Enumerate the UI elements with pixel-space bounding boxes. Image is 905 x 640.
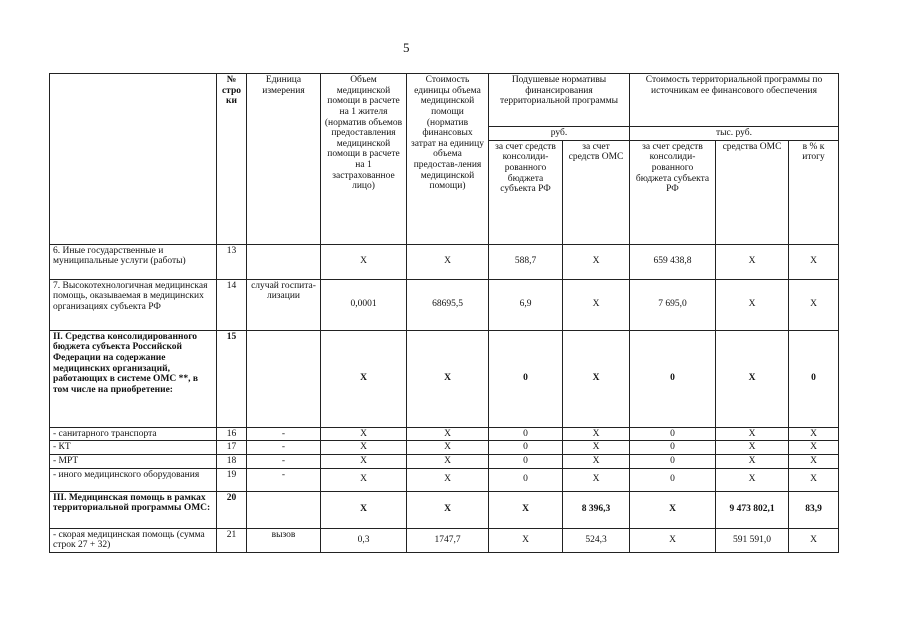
row-label: II. Средства консолидированного бюджета субъекта Российской Федерации на содержание медицинских организаций, работающих в системе ОМС **, в том числе на приобретение: (50, 330, 217, 427)
row-number: 21 (217, 528, 247, 552)
row-volume: Х (321, 454, 407, 468)
row-cost: Х (407, 330, 489, 427)
page-number: 5 (403, 40, 410, 55)
row-label: - КТ (50, 441, 217, 455)
row-cost: Х (407, 427, 489, 441)
row-volume: Х (321, 441, 407, 455)
row-cost: Х (407, 441, 489, 455)
header-rownum: № стро ки (217, 74, 247, 245)
row-percap-budget: 0 (489, 454, 563, 468)
row-label: - санитарного транспорта (50, 427, 217, 441)
table-row (50, 330, 839, 427)
row-total-oms: 9 473 802,1 (716, 491, 789, 528)
header-sub-oms: за счет средств ОМС (563, 140, 630, 244)
header-cost: Стоимость единицы объема медицинской помощи (норматив финансовых затрат на единицу объема предостав-ления медицинской помощи) (407, 74, 489, 245)
row-total-percent: Х (789, 441, 839, 455)
header-label-cell (50, 74, 217, 245)
row-percap-budget: 6,9 (489, 279, 563, 330)
row-percap-budget: 0 (489, 468, 563, 491)
header-unit: Единица измерения (247, 74, 321, 245)
row-percap-oms: Х (563, 244, 630, 279)
header-percap-group: Подушевые нормативы финансирования территориальной программы (489, 74, 630, 127)
row-label: - скорая медицинская помощь (сумма строк 27 + 32) (50, 528, 217, 552)
row-percap-budget: 588,7 (489, 244, 563, 279)
row-unit: случай госпита-лизации (247, 279, 321, 330)
header-sub-budget-total: за счет средств консолиди-рованного бюджета субъекта РФ (630, 140, 716, 244)
row-percap-budget: 0 (489, 427, 563, 441)
row-total-percent: Х (789, 528, 839, 552)
row-number: 16 (217, 427, 247, 441)
row-percap-oms: Х (563, 454, 630, 468)
row-percap-oms: 524,3 (563, 528, 630, 552)
row-total-budget: 7 695,0 (630, 279, 716, 330)
table-row (50, 244, 839, 279)
row-percap-oms: Х (563, 330, 630, 427)
row-volume: Х (321, 330, 407, 427)
row-cost: 68695,5 (407, 279, 489, 330)
row-volume: Х (321, 244, 407, 279)
header-sub-percent: в % к итогу (789, 140, 839, 244)
row-label: - МРТ (50, 454, 217, 468)
row-total-percent: Х (789, 468, 839, 491)
row-unit (247, 491, 321, 528)
row-total-budget: Х (630, 491, 716, 528)
row-total-percent: Х (789, 427, 839, 441)
row-volume: Х (321, 468, 407, 491)
row-volume: Х (321, 491, 407, 528)
row-cost: Х (407, 468, 489, 491)
row-total-budget: 0 (630, 454, 716, 468)
row-percap-oms: Х (563, 441, 630, 455)
table-row (50, 528, 839, 552)
row-label: 6. Иные государственные и муниципальные услуги (работы) (50, 244, 217, 279)
table-row (50, 468, 839, 491)
header-unit-rub: руб. (489, 127, 630, 141)
row-unit: - (247, 468, 321, 491)
row-unit: - (247, 427, 321, 441)
row-percap-budget: 0 (489, 441, 563, 455)
row-percap-budget: Х (489, 528, 563, 552)
row-number: 20 (217, 491, 247, 528)
row-number: 17 (217, 441, 247, 455)
row-cost: 1747,7 (407, 528, 489, 552)
table-row (50, 441, 839, 455)
row-label: III. Медицинская помощь в рамках территориальной программы ОМС: (50, 491, 217, 528)
row-total-oms: Х (716, 441, 789, 455)
row-volume: 0,3 (321, 528, 407, 552)
row-volume: 0,0001 (321, 279, 407, 330)
row-total-oms: Х (716, 330, 789, 427)
row-total-percent: Х (789, 454, 839, 468)
row-percap-oms: 8 396,3 (563, 491, 630, 528)
row-total-oms: Х (716, 468, 789, 491)
header-total-group: Стоимость территориальной программы по источникам ее финансового обеспечения (630, 74, 839, 127)
row-total-budget: 0 (630, 468, 716, 491)
row-percap-budget: Х (489, 491, 563, 528)
row-percap-oms: Х (563, 279, 630, 330)
row-total-budget: 659 438,8 (630, 244, 716, 279)
header-sub-budget: за счет средств консолиди-рованного бюджета субъекта РФ (489, 140, 563, 244)
table-row (50, 454, 839, 468)
row-total-oms: Х (716, 427, 789, 441)
row-unit: - (247, 441, 321, 455)
row-unit: вызов (247, 528, 321, 552)
row-total-budget: 0 (630, 427, 716, 441)
table-row (50, 427, 839, 441)
header-sub-oms-total: средства ОМС (716, 140, 789, 244)
row-total-budget: 0 (630, 441, 716, 455)
row-label: - иного медицинского оборудования (50, 468, 217, 491)
row-unit: - (247, 454, 321, 468)
row-total-percent: Х (789, 279, 839, 330)
row-number: 14 (217, 279, 247, 330)
row-number: 15 (217, 330, 247, 427)
row-number: 18 (217, 454, 247, 468)
row-percap-budget: 0 (489, 330, 563, 427)
row-total-budget: Х (630, 528, 716, 552)
row-total-percent: 0 (789, 330, 839, 427)
row-label: 7. Высокотехнологичная медицинская помощь, оказываемая в медицинских организациях субъекта РФ (50, 279, 217, 330)
row-total-oms: 591 591,0 (716, 528, 789, 552)
row-total-oms: Х (716, 244, 789, 279)
financing-table (49, 73, 839, 553)
header-unit-thousand: тыс. руб. (630, 127, 839, 141)
row-number: 13 (217, 244, 247, 279)
table-row (50, 279, 839, 330)
row-cost: Х (407, 491, 489, 528)
row-percap-oms: Х (563, 427, 630, 441)
header-volume: Объем медицинской помощи в расчете на 1 жителя (норматив объемов предоставления медицинской помощи в расчете на 1 застрахованное лицо) (321, 74, 407, 245)
row-cost: Х (407, 244, 489, 279)
row-total-budget: 0 (630, 330, 716, 427)
row-unit (247, 330, 321, 427)
row-unit (247, 244, 321, 279)
row-number: 19 (217, 468, 247, 491)
row-cost: Х (407, 454, 489, 468)
row-percap-oms: Х (563, 468, 630, 491)
row-total-percent: 83,9 (789, 491, 839, 528)
row-volume: Х (321, 427, 407, 441)
row-total-oms: Х (716, 454, 789, 468)
row-total-oms: Х (716, 279, 789, 330)
row-total-percent: Х (789, 244, 839, 279)
table-row (50, 491, 839, 528)
